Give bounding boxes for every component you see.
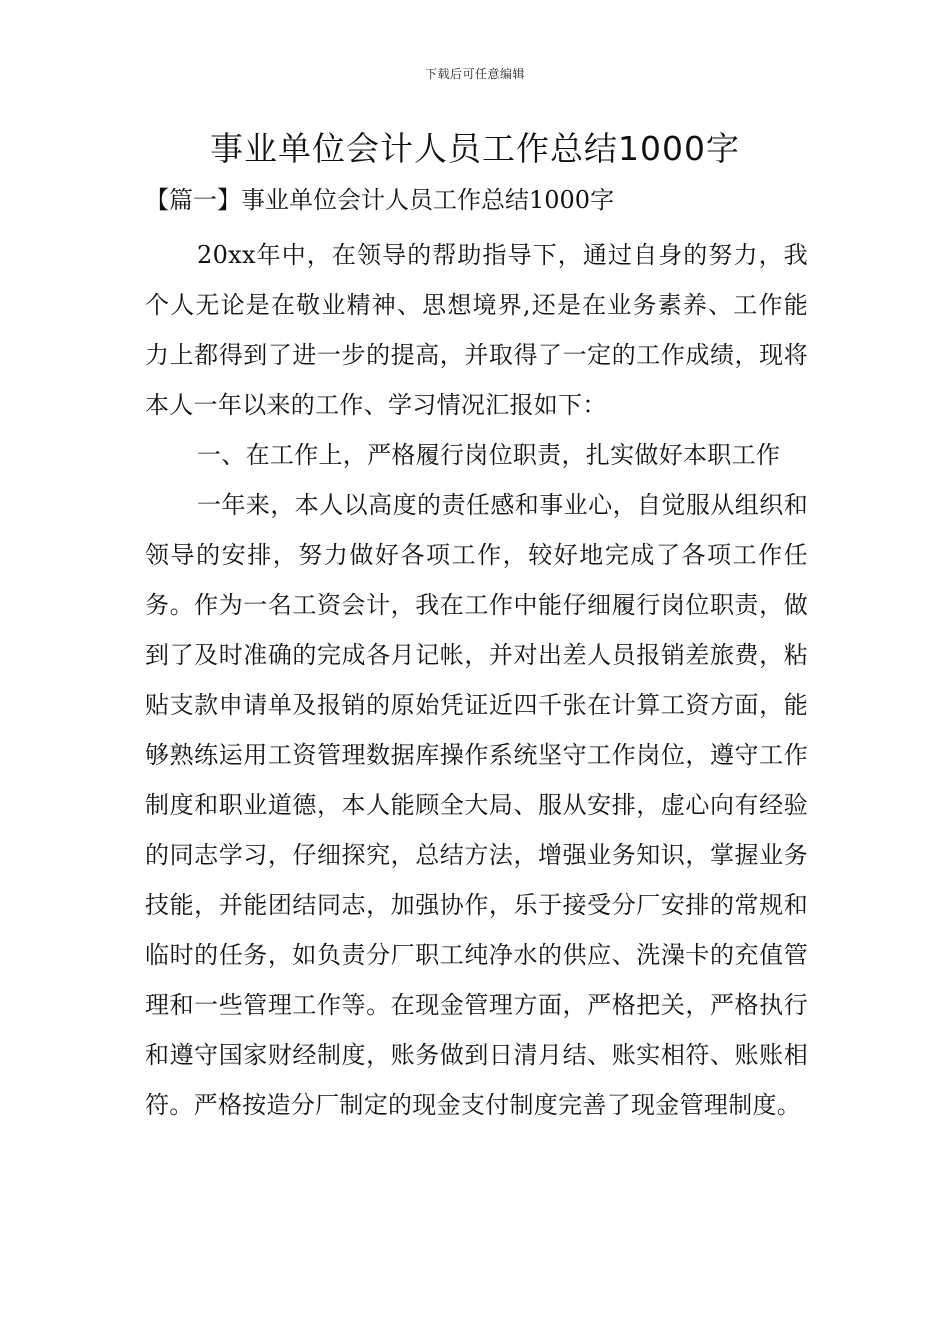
paragraph-intro: 20xx年中，在领导的帮助指导下，通过自身的努力，我个人无论是在敬业精神、思想境界,还是在业务素养、工作能力上都得到了进一步的提高，并取得了一定的工作成绩，现将本人一年以来的工作、学习情况汇报如下： (145, 241, 808, 419)
paragraph-section-heading: 一、在工作上，严格履行岗位职责，扎实做好本职工作 (197, 441, 781, 469)
document-title: 事业单位会计人员工作总结1000字 (210, 129, 740, 168)
document-body (145, 230, 808, 1130)
paragraph-work-details: 一年来，本人以高度的责任感和事业心，自觉服从组织和领导的安排，努力做好各项工作，较好地完成了各项工作任务。作为一名工资会计，我在工作中能仔细履行岗位职责，做到了及时准确的完成各月记帐，并对出差人员报销差旅费，粘贴支款申请单及报销的原始凭证近四千张在计算工资方面，能够熟练运用工资管理数据库操作系统坚守工作岗位，遵守工作制度和职业道德，本人能顾全大局、服从安排，虚心向有经验的同志学习，仔细探究，总结方法，增强业务知识，掌握业务技能，并能团结同志，加强协作，乐于接受分厂安排的常规和临时的任务，如负责分厂职工纯净水的供应、洗澡卡的充值管理和一些管理工作等。在现金管理方面，严格把关，严格执行和遵守国家财经制度，账务做到日清月结、账实相符、账账相符。严格按造分厂制定的现金支付制度完善了现金管理制度。 (145, 491, 808, 1119)
page-header-note: 下载后可任意编辑 (424, 67, 525, 81)
section-subtitle: 【篇一】事业单位会计人员工作总结1000字 (145, 186, 615, 214)
